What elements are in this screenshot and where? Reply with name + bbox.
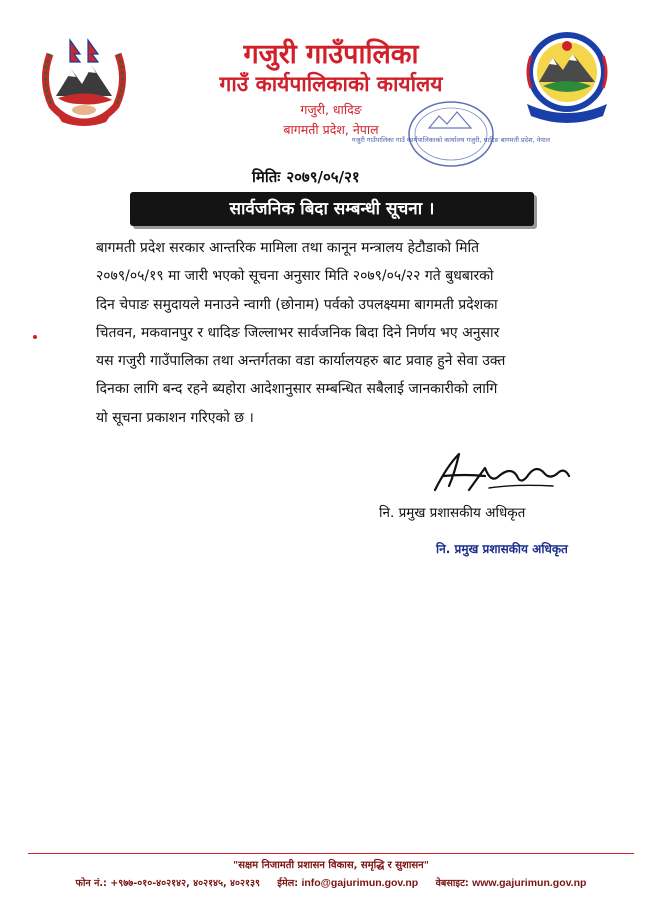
office-stamp <box>351 98 551 170</box>
body-line: यो सूचना प्रकाशन गरिएको छ । <box>96 409 254 426</box>
footer-contact <box>0 876 662 889</box>
body-line: दिन चेपाङ समुदायले मनाउने न्वागी (छोनाम) पर्वको उपलक्ष्यमा बागमती प्रदेशका <box>96 296 498 313</box>
footer-divider <box>28 853 634 854</box>
signatory-title: नि. प्रमुख प्रशासकीय अधिकृत <box>379 505 526 521</box>
office-province: बागमती प्रदेश, नेपाल <box>283 122 379 137</box>
website-label: वेबसाइट: <box>435 878 469 889</box>
website-link[interactable]: www.gajurimun.gov.np <box>472 877 587 889</box>
email-label: ईमेल: <box>277 878 299 889</box>
body-line: दिनका लागि बन्द रहने ब्यहोरा आदेशानुसार सम्बन्धित सबैलाई जानकारीको लागि <box>96 381 498 398</box>
footer-slogan: "सक्षम निजामती प्रशासन विकास, समृद्धि र सुशासन" <box>233 860 429 871</box>
email-link[interactable]: info@gajurimun.gov.np <box>301 877 419 889</box>
body-line: बागमती प्रदेश सरकार आन्तरिक मामिला तथा कानून मन्त्रालय हेटौडाको मिति <box>96 240 480 256</box>
body-line: चितवन, मकवानपुर र धादिङ जिल्लाभर सार्वजनिक बिदा दिने निर्णय भए अनुसार <box>96 324 500 341</box>
date-label: मितिः <box>252 168 281 186</box>
phone-value: +९७७-०१०-४०२१४२, ४०२१४५, ४०२१३९ <box>110 878 260 889</box>
handwritten-signature <box>425 446 575 498</box>
org-name: गजुरी गाउँपालिका <box>243 39 419 70</box>
date-line <box>252 167 366 187</box>
phone-label: फोन नं.: <box>75 878 107 889</box>
red-dot-mark <box>33 335 37 339</box>
date-value: २०७९/०५/२१ <box>286 168 360 186</box>
office-name: गाउँ कार्यपालिकाको कार्यालय <box>219 72 443 96</box>
notice-title: सार्वजनिक बिदा सम्बन्धी सूचना । <box>130 192 534 226</box>
body-line: यस गजुरी गाउँपालिका तथा अन्तर्गतका वडा कार्यालयहरु बाट प्रवाह हुने सेवा उक्त <box>96 353 506 370</box>
body-line: २०७९/०५/१९ मा जारी भएको सूचना अनुसार मिति २०७९/०५/२२ गते बुधबारको <box>96 268 494 285</box>
office-stamp-text: गजुरी गाउँपालिका गाउँ कार्यपालिकाको कार्यालय गजुरी, धादिङ बागमती प्रदेश, नेपाल <box>351 136 551 144</box>
notice-body <box>96 234 574 432</box>
office-place: गजुरी, धादिङ <box>300 102 362 117</box>
signatory-stamp: नि. प्रमुख प्रशासकीय अधिकृत <box>436 542 568 556</box>
